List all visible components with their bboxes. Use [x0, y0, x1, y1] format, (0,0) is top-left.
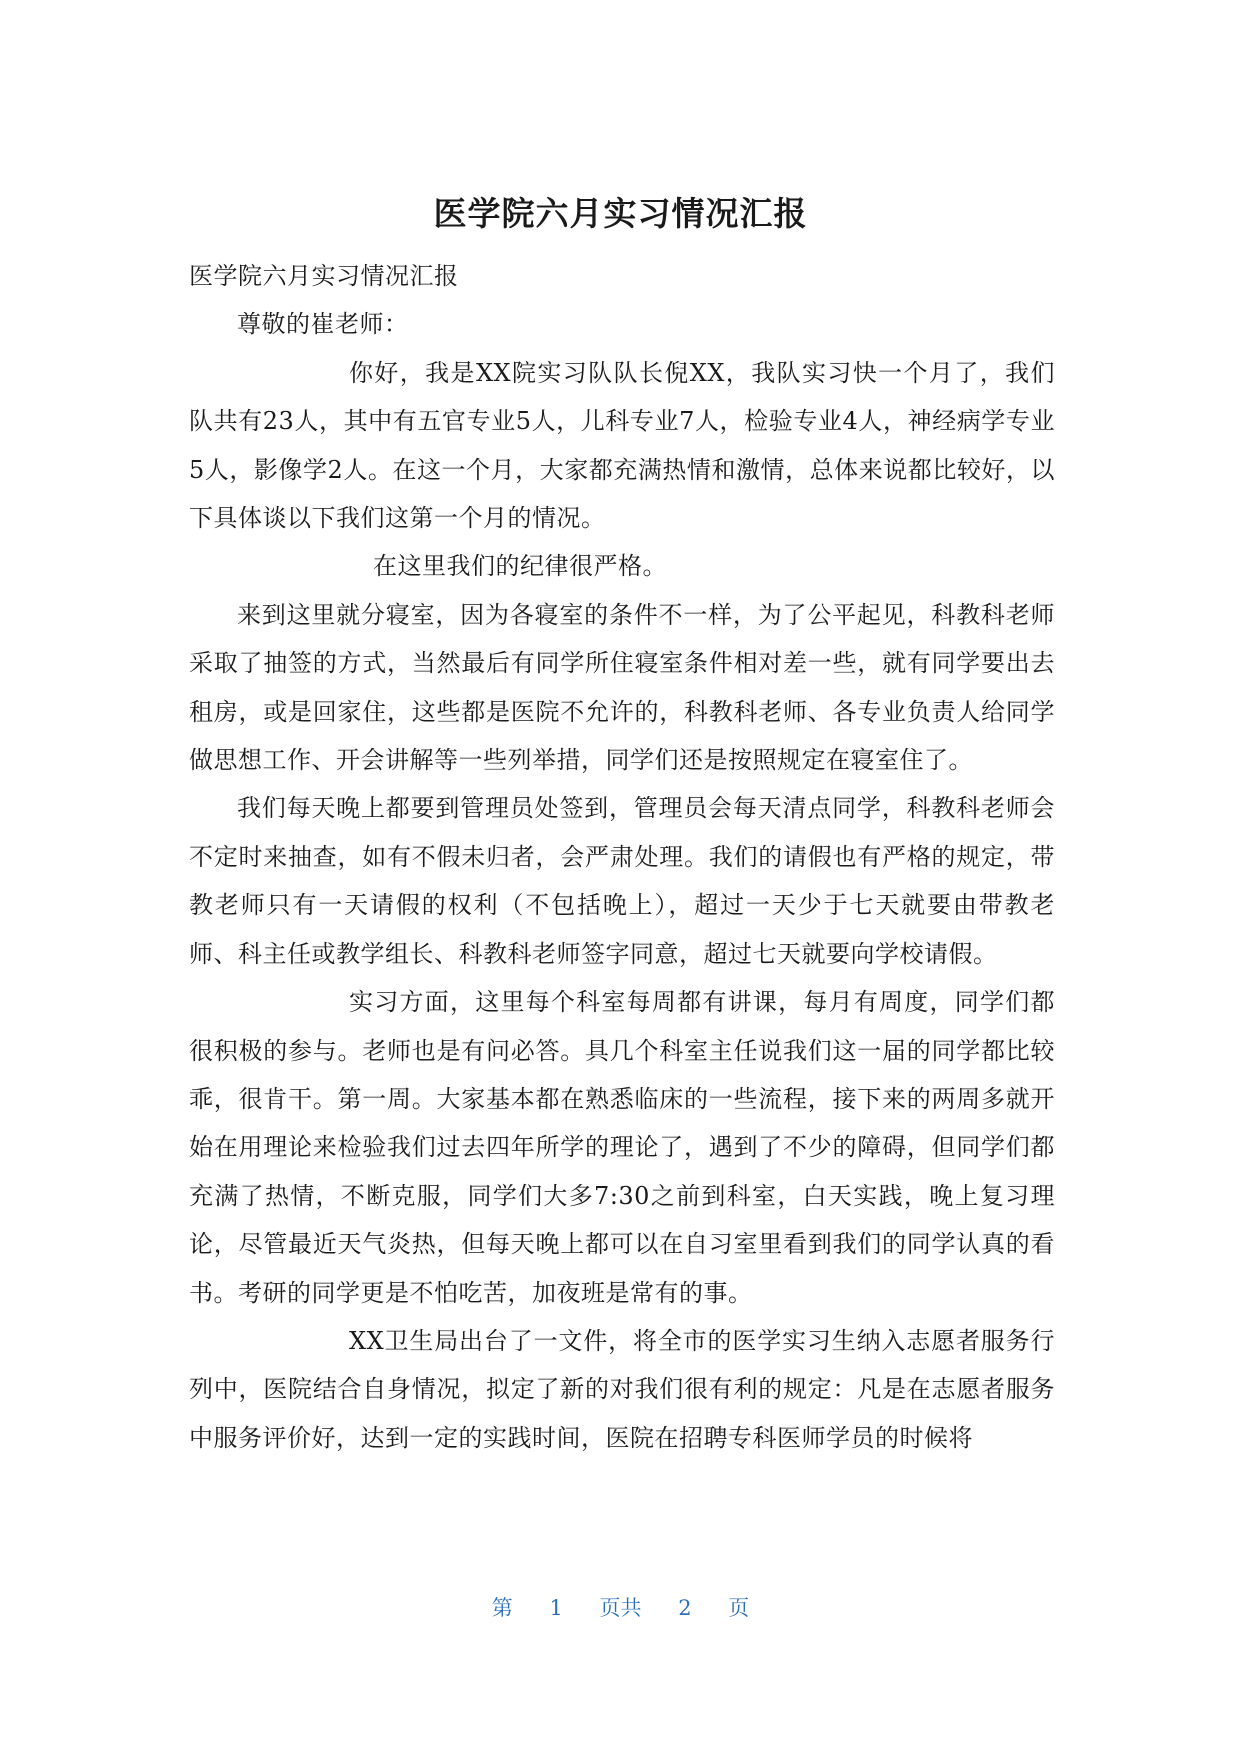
footer-ye-gong: 页共	[599, 1596, 642, 1620]
page-footer	[0, 1592, 1241, 1622]
footer-total-pages: 2	[678, 1596, 692, 1620]
paragraph-subtitle: 医学院六月实习情况汇报	[189, 262, 459, 290]
footer-di: 第	[491, 1596, 513, 1620]
footer-ye: 页	[728, 1596, 750, 1620]
paragraph-dormitory: 来到这里就分寝室，因为各寝室的条件不一样，为了公平起见，科教科老师采取了抽签的方式，当然最后有同学所住寝室条件相对差一些，就有同学要出去租房，或是回家住，这些都是医院不允许的，科教科老师、各专业负责人给同学做思想工作、开会讲解等一些列举措，同学们还是按照规定在寝室住了。	[189, 600, 1055, 775]
paragraph-attendance: 我们每天晚上都要到管理员处签到，管理员会每天清点同学，科教科老师会不定时来抽查，如有不假未归者，会严肃处理。我们的请假也有严格的规定，带教老师只有一天请假的权利（不包括晚上），超过一天少于七天就要由带教老师、科主任或教学组长、科教科老师签字同意，超过七天就要向学校请假。	[189, 794, 1055, 968]
paragraph-internship: 实习方面，这里每个科室每周都有讲课，每月有周度，同学们都很积极的参与。老师也是有问必答。具几个科室主任说我们这一届的同学都比较乖，很肯干。第一周。大家基本都在熟悉临床的一些流程，接下来的两周多就开始在用理论来检验我们过去四年所学的理论了，遇到了不少的障碍，但同学们都充满了热情，不断克服，同学们大多7:30之前到科室，白天实践，晚上复习理论，尽管最近天气炎热，但每天晚上都可以在自习室里看到我们的同学认真的看书。考研的同学更是不怕吃苦，加夜班是常有的事。	[189, 988, 1055, 1307]
document-body	[189, 252, 1055, 1462]
paragraph-volunteer: XX卫生局出台了一文件，将全市的医学实习生纳入志愿者服务行列中，医院结合自身情况，拟定了新的对我们很有利的规定：凡是在志愿者服务中服务评价好，达到一定的实践时间，医院在招聘专科医师学员的时候将	[189, 1326, 1055, 1452]
paragraph-discipline: 在这里我们的纪律很严格。	[373, 552, 667, 581]
document-title: 医学院六月实习情况汇报	[433, 194, 808, 233]
footer-page-number: 1	[549, 1596, 563, 1620]
paragraph-salutation: 尊敬的崔老师：	[237, 310, 409, 339]
paragraph-greeting: 你好，我是XX院实习队队长倪XX，我队实习快一个月了，我们队共有23人，其中有五官专业5人，儿科专业7人，检验专业4人，神经病学专业5人，影像学2人。在这一个月，大家都充满热情和激情，总体来说都比较好，以下具体谈以下我们这第一个月的情况。	[189, 358, 1055, 533]
